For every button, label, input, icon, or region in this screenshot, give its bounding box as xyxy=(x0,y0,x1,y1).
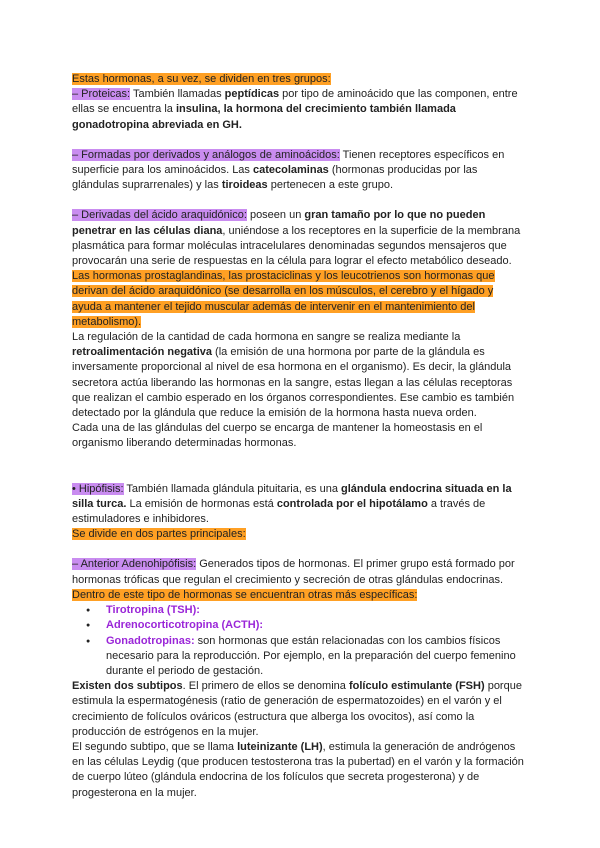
homeostasis-paragraph: Cada una de las glándulas del cuerpo se encarga de mantener la homeostasis en el organismo liberando determinadas hormonas. xyxy=(72,422,483,450)
regulacion-bold-1: retroalimentación negativa xyxy=(72,346,212,359)
list-item-name: Adrenocorticotropina (ACTH): xyxy=(106,619,264,632)
anterior-label: – Anterior Adenohipófisis: xyxy=(72,558,197,571)
hipofisis-bold-2: controlada por el hipotálamo xyxy=(276,497,428,510)
lh-text-1: El segundo subtipo, que se llama xyxy=(72,740,238,753)
araquidonico-highlight: Las hormonas prostaglandinas, las prostaciclinas y los leucotrienos son hormonas que derivan del ácido araquidónico (se desarrolla en los músculos, el cerebro y el hígado y ayuda a mantener el tejido muscular además de intervenir en el mantenimiento del metabolismo). xyxy=(72,270,495,328)
spacer xyxy=(72,542,524,557)
lh-paragraph xyxy=(72,740,524,801)
derivados-text-3: pertenecen a este grupo. xyxy=(267,179,394,192)
proteicas-bold-2: insulina, la hormona del crecimiento también llamada gonadotropina abreviada en GH. xyxy=(72,103,456,131)
hipofisis-text-3: a través de estimuladores e inhibidores. xyxy=(72,497,486,526)
araquidonico-text-1: poseen un xyxy=(246,209,305,222)
list-item xyxy=(106,634,524,680)
divide-paragraph xyxy=(72,527,524,542)
derivados-text-1: Tienen receptores específicos en superficie para los aminoácidos. Las xyxy=(72,148,505,177)
derivados-paragraph xyxy=(72,148,524,194)
hipofisis-label: • Hipófisis: xyxy=(72,482,124,495)
subtipos-text-2: porque estimula la espermatogénesis (ratio de generación de espermatozoides) en el varón y el crecimiento de folículos ováricos (estructura que alberga los ovocitos), así como la producción de estrógenos en la mujer. xyxy=(72,680,522,738)
araquidonico-paragraph xyxy=(72,208,524,330)
lh-text-2: , estimula la generación de andrógenos en las células Leydig (que producen testosterona tras la pubertad) en el varón y la formación de cuerpo lúteo (glándula endocrina de los folículos que secreta progesterona) y de progesterona en la mujer. xyxy=(72,740,524,799)
subtipos-bold-2: folículo estimulante (FSH) xyxy=(348,680,485,693)
anterior-highlight: Dentro de este tipo de hormonas se encuentran otras más específicas: xyxy=(72,588,418,601)
hipofisis-text-2: La emisión de hormonas está xyxy=(126,497,277,510)
list-item-name: Tirotropina (TSH): xyxy=(106,604,200,617)
subtipos-paragraph xyxy=(72,679,524,740)
spacer xyxy=(72,452,524,482)
hipofisis-text-1: También llamada glándula pituitaria, es una xyxy=(123,482,342,495)
spacer xyxy=(72,193,524,208)
proteicas-label: – Proteicas: xyxy=(72,88,131,101)
araquidonico-text-2: , uniéndose a los receptores en la superficie de la membrana plasmática para formar moléculas intracelulares denominadas segundos mensajeros que provocarán una serie de respuestas en la célula para lograr el efecto metabólico deseado. xyxy=(72,224,521,268)
hipofisis-paragraph xyxy=(72,482,524,528)
hipofisis-bold-1: glándula endocrina situada en la silla turca. xyxy=(72,482,512,510)
spacer xyxy=(72,133,524,148)
anterior-paragraph xyxy=(72,557,524,603)
list-item-name: Gonadotropinas: xyxy=(106,634,195,647)
subtipos-text-1: . El primero de ellos se denomina xyxy=(182,680,349,693)
derivados-bold-1: catecolaminas xyxy=(252,164,329,177)
document-page xyxy=(72,72,524,801)
proteicas-text-2: por tipo de aminoácido que las componen, entre ellas se encuentra la xyxy=(72,88,518,116)
intro-paragraph xyxy=(72,72,524,87)
regulacion-text-1: La regulación de la cantidad de cada hormona en sangre se realiza mediante la xyxy=(72,331,461,344)
lh-bold-1: luteinizante (LH) xyxy=(237,740,323,753)
intro-highlight: Estas hormonas, a su vez, se dividen en tres grupos: xyxy=(72,73,331,85)
proteicas-text-1: También llamadas xyxy=(130,88,225,101)
subtipos-bold-1: Existen dos subtipos xyxy=(72,680,183,693)
regulacion-text-2: (la emisión de una hormona por parte de la glándula es inversamente proporcional al nivel de esa hormona en el organismo). Es decir, la glándula secretora actúa liberando las hormonas en la sangre, estas llegan a las células receptoras que realizan el cambio esperado en los órganos correspondientes. Ese cambio es también detectado por la glándula que reduce la emisión de la hormona hasta nueva orden. xyxy=(72,346,515,420)
proteicas-bold-1: peptídicas xyxy=(224,88,280,101)
divide-highlight: Se divide en dos partes principales: xyxy=(72,528,246,541)
hormone-list xyxy=(72,603,524,679)
proteicas-paragraph xyxy=(72,87,524,133)
araquidonico-bold-1: gran tamaño por lo que no pueden penetrar en las células diana xyxy=(72,209,486,237)
derivados-label: – Formadas por derivados y análogos de aminoácidos: xyxy=(72,148,340,161)
derivados-text-2: (hormonas producidas por las glándulas suprarrenales) y las xyxy=(72,164,478,192)
anterior-text-1: Generados tipos de hormonas. El primer grupo está formado por hormonas tróficas que regulan el crecimiento y secreción de otras glándulas endocrinas. xyxy=(72,558,515,586)
list-item xyxy=(106,618,524,633)
regulacion-paragraph xyxy=(72,330,524,421)
araquidonico-label: – Derivadas del ácido araquidónico: xyxy=(72,209,247,222)
list-item xyxy=(106,603,524,618)
list-item-text: son hormonas que están relacionadas con los cambios físicos necesario para la reproducción. Por ejemplo, en la preparación del cuerpo femenino durante el periodo de gestación. xyxy=(106,634,516,677)
derivados-bold-2: tiroideas xyxy=(221,179,268,192)
